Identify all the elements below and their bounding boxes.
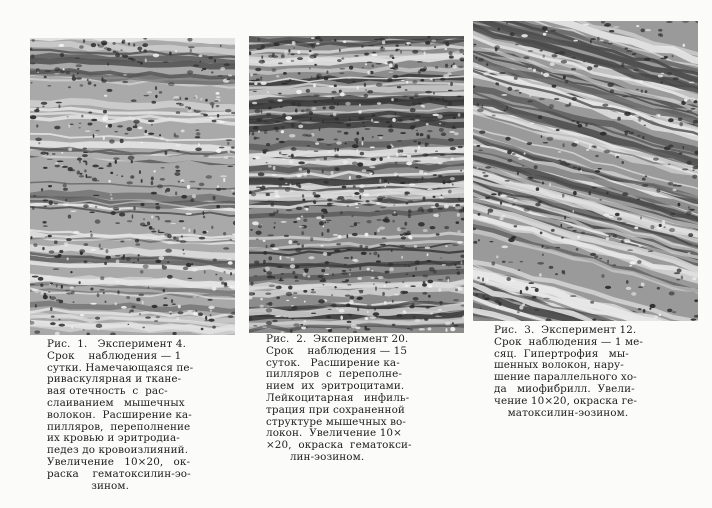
figure-3-micrograph — [473, 21, 698, 321]
figure-2-micrograph — [249, 36, 464, 333]
figure-2-caption: Рис. 2. Эксперимент 20. Срок наблюдения — 15 суток. Расширение ка- пилляров с переполне- нием их эритроцитами. Лейкоцитарная инфиль- трация при сохраненной структуре мышечных во- локон. Увеличение 10× ×20, окраска гематокси- лин-эозином. — [266, 333, 412, 463]
figure-1-micrograph — [30, 38, 235, 335]
figure-3-caption: Рис. 3. Эксперимент 12. Срок наблюдения — 1 ме- сяц. Гипертрофия мы- шенных волокон, нару- шение параллельного хо- да миофибрилл. Увели- чение 10×20, окраска ге- матоксилин-эозином. — [494, 324, 643, 419]
figure-1-caption: Рис. 1. Эксперимент 4. Срок наблюдения — 1 сутки. Намечающаяся пе- риваскулярная и ткане- вая отечность с рас- слаиванием мышечных волокон. Расширение ка- пилляров, переполнение их кровью и эритродиа- педез до кровоизлияний. Увеличение 10×20, ок- раска гематоксилин-эо- зином. — [47, 338, 194, 492]
